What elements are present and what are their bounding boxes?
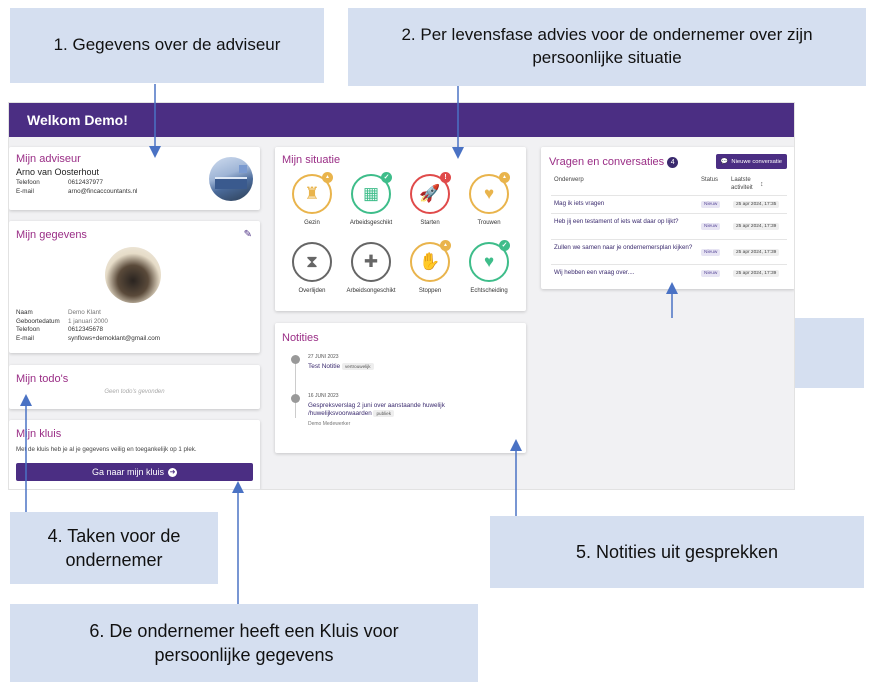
card-title: Mijn kluis bbox=[16, 428, 62, 440]
callout-text: 6. De ondernemer heeft een Kluis voor persoonlijke gegevens bbox=[89, 620, 399, 665]
callout-text: 5. Notities uit gesprekken bbox=[575, 541, 779, 562]
situatie-label: Overlijden bbox=[298, 288, 326, 294]
column-header-subject[interactable]: Onderwerp bbox=[554, 177, 584, 183]
card-todos bbox=[9, 365, 260, 409]
lock-badge-icon: ▲ bbox=[499, 172, 510, 183]
callout-notities bbox=[490, 516, 864, 588]
note-tag: publiek bbox=[373, 410, 394, 417]
gegevens-row bbox=[16, 309, 160, 318]
note-date: 27 JUNI 2023 bbox=[308, 354, 339, 360]
activity-date: 25 apr 2024, 17:39 bbox=[733, 270, 779, 277]
situatie-item-4[interactable] bbox=[285, 242, 339, 294]
situatie-circle bbox=[469, 242, 509, 282]
conversation-row[interactable] bbox=[551, 195, 787, 213]
note-author: Demo Medewerker bbox=[308, 421, 351, 427]
card-vragen bbox=[541, 147, 795, 289]
value: 1 januari 2000 bbox=[68, 317, 108, 325]
situatie-circle bbox=[351, 174, 391, 214]
dashboard-app bbox=[8, 102, 795, 490]
value: 0612345678 bbox=[68, 326, 104, 333]
building-icon: ▦ bbox=[362, 184, 380, 203]
arrow-right-icon: ➜ bbox=[169, 468, 176, 476]
value[interactable]: synflows+demoklant@gmail.com bbox=[68, 334, 160, 342]
label: Geboortedatum bbox=[16, 317, 60, 325]
activity-date: 25 apr 2024, 17:35 bbox=[733, 201, 779, 208]
note-item[interactable] bbox=[308, 393, 518, 427]
card-title: Mijn situatie bbox=[282, 154, 341, 166]
card-notities bbox=[275, 323, 526, 453]
broken-heart-icon: ♥ bbox=[483, 252, 495, 271]
empty-state: Geen todo's gevonden bbox=[104, 389, 165, 395]
label: E-mail bbox=[16, 188, 34, 195]
hourglass-icon: ⧗ bbox=[306, 252, 318, 271]
situatie-label: Arbeidsongeschikt bbox=[346, 288, 396, 294]
situatie-circle bbox=[292, 174, 332, 214]
advisor-photo bbox=[209, 157, 253, 201]
conversation-subject: Zullen we samen naar je ondernemersplan kijken? bbox=[554, 244, 693, 251]
gegevens-row bbox=[16, 335, 160, 344]
conversation-subject: Mag ik iets vragen bbox=[554, 200, 605, 207]
conversation-row[interactable] bbox=[551, 213, 787, 239]
conversation-row[interactable] bbox=[551, 239, 787, 264]
callout-text: 2. Per levensfase advies voor de ondernemer over zijn persoonlijke situatie bbox=[401, 25, 813, 67]
value: Demo Klant bbox=[68, 309, 101, 316]
card-title: Notities bbox=[282, 332, 319, 344]
advisor-email[interactable]: arno@fincaccountants.nl bbox=[68, 188, 138, 195]
status-badge: Nieuw bbox=[701, 249, 720, 256]
card-title: Mijn adviseur bbox=[16, 153, 81, 165]
card-gegevens bbox=[9, 221, 260, 353]
label: Telefoon bbox=[16, 179, 40, 186]
handshake-icon: ✋ bbox=[419, 252, 441, 271]
column-header-status[interactable]: Status bbox=[701, 177, 719, 183]
label: E-mail bbox=[16, 334, 34, 342]
card-title-row bbox=[549, 156, 678, 168]
callout-text: 4. Taken voor de ondernemer bbox=[47, 525, 181, 570]
situatie-item-7[interactable] bbox=[462, 242, 516, 294]
heart-icon: ♥ bbox=[483, 184, 495, 203]
stroller-icon: ♜ bbox=[304, 184, 320, 203]
callout-taken bbox=[10, 512, 218, 584]
conversation-subject: Heb jij een testament of iets wat daar op lijkt? bbox=[554, 218, 679, 225]
kluis-description: Met de kluis heb je al je gegevens veilig en toegankelijk op 1 plek. bbox=[16, 446, 197, 453]
header-bar bbox=[9, 103, 794, 137]
note-item[interactable] bbox=[308, 354, 518, 370]
gegevens-row bbox=[16, 326, 160, 335]
alert-badge-icon: ! bbox=[440, 172, 451, 183]
situatie-item-5[interactable] bbox=[344, 242, 398, 294]
status-badge: Nieuw bbox=[701, 201, 720, 208]
page-title: Welkom Demo! bbox=[27, 112, 128, 128]
advisor-name: Arno van Oosterhout bbox=[16, 167, 100, 177]
check-badge-icon: ✓ bbox=[381, 172, 392, 183]
situatie-circle bbox=[351, 242, 391, 282]
situatie-item-1[interactable] bbox=[344, 174, 398, 226]
advisor-phone-row bbox=[16, 179, 103, 188]
advisor-phone: 0612437977 bbox=[68, 179, 104, 186]
situatie-item-6[interactable] bbox=[403, 242, 457, 294]
callout-kluis bbox=[10, 604, 478, 682]
card-title: Mijn gegevens bbox=[16, 229, 87, 241]
situatie-label: Gezin bbox=[304, 220, 320, 226]
conversation-row[interactable] bbox=[551, 264, 787, 282]
card-situatie bbox=[275, 147, 526, 311]
situatie-label: Trouwen bbox=[477, 220, 501, 226]
logo-shape bbox=[239, 165, 247, 173]
timeline-dot bbox=[291, 355, 300, 364]
status-badge: Nieuw bbox=[701, 223, 720, 230]
note-title: Gespreksverslag 2 juni over aanstaande huwelijk /huwelijksvoorwaarden bbox=[308, 402, 445, 417]
gegevens-row bbox=[16, 318, 160, 327]
card-adviseur bbox=[9, 147, 260, 210]
column-header-activity[interactable]: Laatste activiteit bbox=[731, 177, 753, 191]
situatie-label: Echtscheiding bbox=[470, 288, 508, 294]
gegevens-list bbox=[16, 309, 160, 343]
label: Telefoon bbox=[16, 326, 40, 333]
rocket-icon: 🚀 bbox=[419, 184, 441, 203]
building-shape bbox=[215, 177, 247, 189]
note-date: 16 JUNI 2023 bbox=[308, 393, 339, 399]
new-conversation-button[interactable] bbox=[716, 154, 787, 169]
situatie-circle bbox=[410, 242, 450, 282]
label: Naam bbox=[16, 309, 33, 316]
situatie-item-3[interactable] bbox=[462, 174, 516, 226]
callout-situatie bbox=[348, 8, 866, 86]
status-badge: Nieuw bbox=[701, 270, 720, 277]
button-label: Ga naar mijn kluis bbox=[91, 467, 165, 477]
chat-bubble-icon: 💬 bbox=[720, 159, 729, 165]
timeline-dot bbox=[291, 394, 300, 403]
advisor-email-row bbox=[16, 188, 137, 197]
edit-person-icon[interactable]: ✎ bbox=[243, 229, 252, 240]
lock-badge-icon: ▲ bbox=[440, 240, 451, 251]
activity-date: 25 apr 2024, 17:39 bbox=[733, 223, 779, 230]
count-badge: 4 bbox=[667, 157, 678, 168]
timeline-line bbox=[295, 358, 296, 418]
kluis-button[interactable] bbox=[16, 463, 253, 481]
situatie-item-0[interactable] bbox=[285, 174, 339, 226]
situatie-label: Arbeidsgeschikt bbox=[349, 220, 393, 226]
situatie-circle bbox=[292, 242, 332, 282]
card-kluis bbox=[9, 420, 260, 490]
situatie-label: Starten bbox=[420, 220, 440, 226]
user-photo bbox=[105, 247, 161, 303]
situatie-circle bbox=[410, 174, 450, 214]
button-label: Nieuwe conversatie bbox=[731, 158, 782, 165]
sort-icon[interactable]: ↕ bbox=[760, 181, 764, 188]
check-badge-icon: ✓ bbox=[499, 240, 510, 251]
callout-adviseur bbox=[10, 8, 324, 83]
card-title: Mijn todo's bbox=[16, 373, 69, 385]
note-tag: vertrouwelijk bbox=[342, 363, 374, 370]
situatie-item-2[interactable] bbox=[403, 174, 457, 226]
activity-date: 25 apr 2024, 17:39 bbox=[733, 249, 779, 256]
card-title: Vragen en conversaties bbox=[549, 156, 665, 168]
note-title: Test Notitie bbox=[308, 363, 341, 370]
lock-badge-icon: ▲ bbox=[322, 172, 333, 183]
situatie-label: Stoppen bbox=[418, 288, 442, 294]
situatie-circle bbox=[469, 174, 509, 214]
first-aid-kit-icon: ✚ bbox=[363, 252, 379, 271]
callout-text: 1. Gegevens over de adviseur bbox=[53, 35, 281, 55]
conversation-subject: Wij hebben een vraag over.... bbox=[554, 269, 635, 276]
